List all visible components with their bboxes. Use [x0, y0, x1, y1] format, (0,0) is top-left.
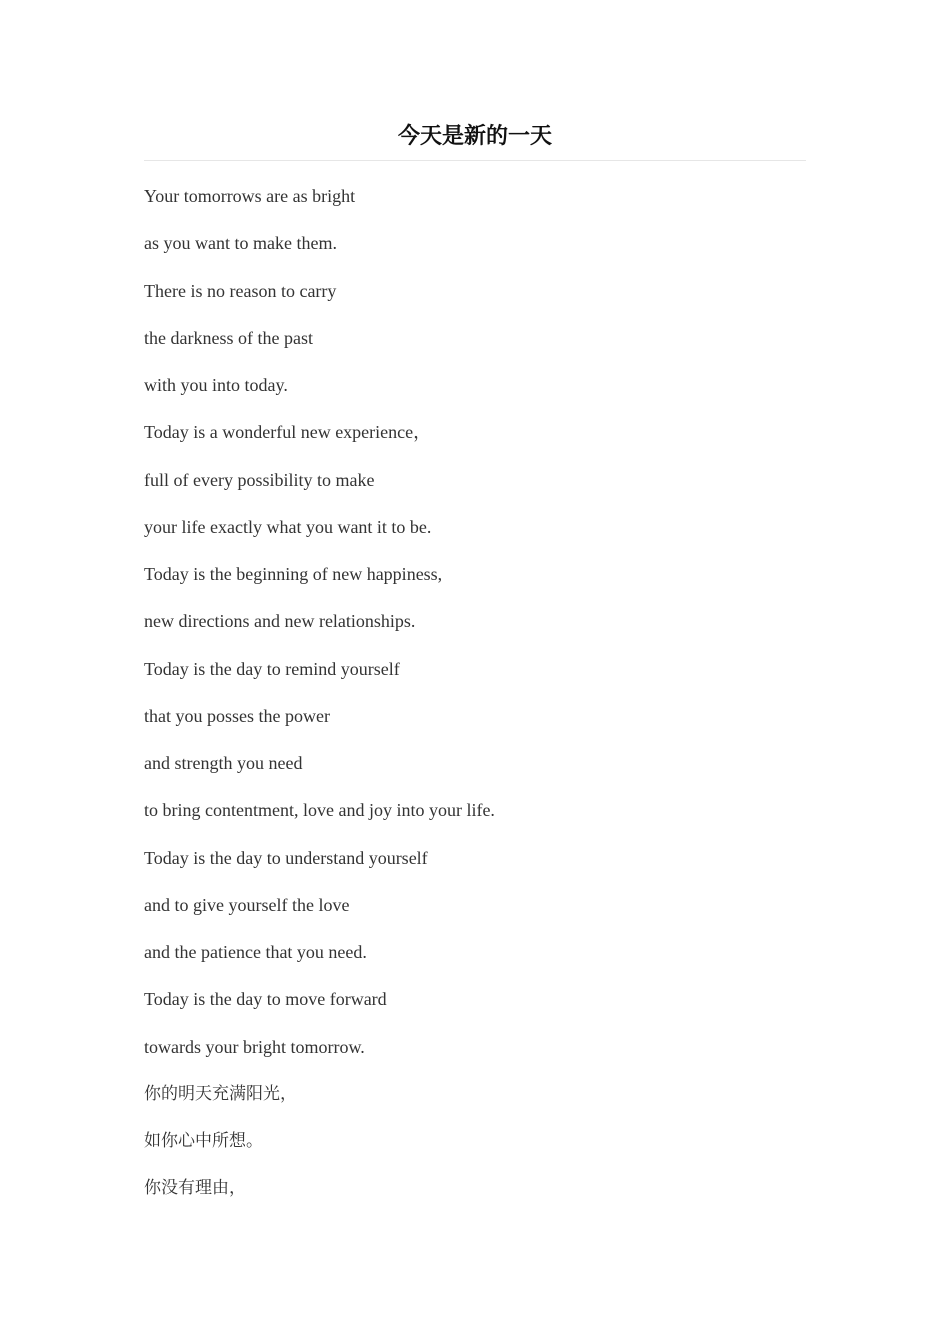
poem-line: new directions and new relationships. — [144, 611, 416, 632]
poem-lines — [144, 184, 495, 1224]
poem-line: full of every possibility to make — [144, 469, 375, 490]
poem-line: 你没有理由， — [144, 1178, 246, 1199]
poem-line: 你的明天充满阳光， — [144, 1083, 297, 1104]
poem-line: There is no reason to carry — [144, 280, 337, 301]
poem-line: to bring contentment, love and joy into your life. — [144, 800, 495, 821]
poem-line: towards your bright tomorrow. — [144, 1036, 365, 1057]
poem-line: Today is the day to remind yourself — [144, 658, 400, 679]
poem-line: Today is a wonderful new experience， — [144, 422, 432, 443]
document-title: 今天是新的一天 — [397, 123, 552, 149]
poem-line: your life exactly what you want it to be. — [144, 516, 432, 537]
poem-line: Today is the day to understand yourself — [144, 847, 428, 868]
poem-line: Today is the beginning of new happiness, — [144, 564, 443, 584]
poem-line: and the patience that you need. — [144, 942, 367, 962]
poem-line: as you want to make them. — [144, 233, 337, 254]
poem-line: Your tomorrows are as bright — [144, 186, 356, 206]
poem-line: and strength you need — [144, 753, 303, 773]
poem-line: with you into today. — [144, 375, 288, 395]
title-divider — [144, 160, 806, 161]
poem-line: 如你心中所想。 — [144, 1131, 263, 1151]
poem-line: that you posses the power — [144, 705, 330, 726]
poem-line: the darkness of the past — [144, 327, 313, 348]
poem-line: Today is the day to move forward — [144, 989, 387, 1010]
poem-line: and to give yourself the love — [144, 894, 350, 915]
